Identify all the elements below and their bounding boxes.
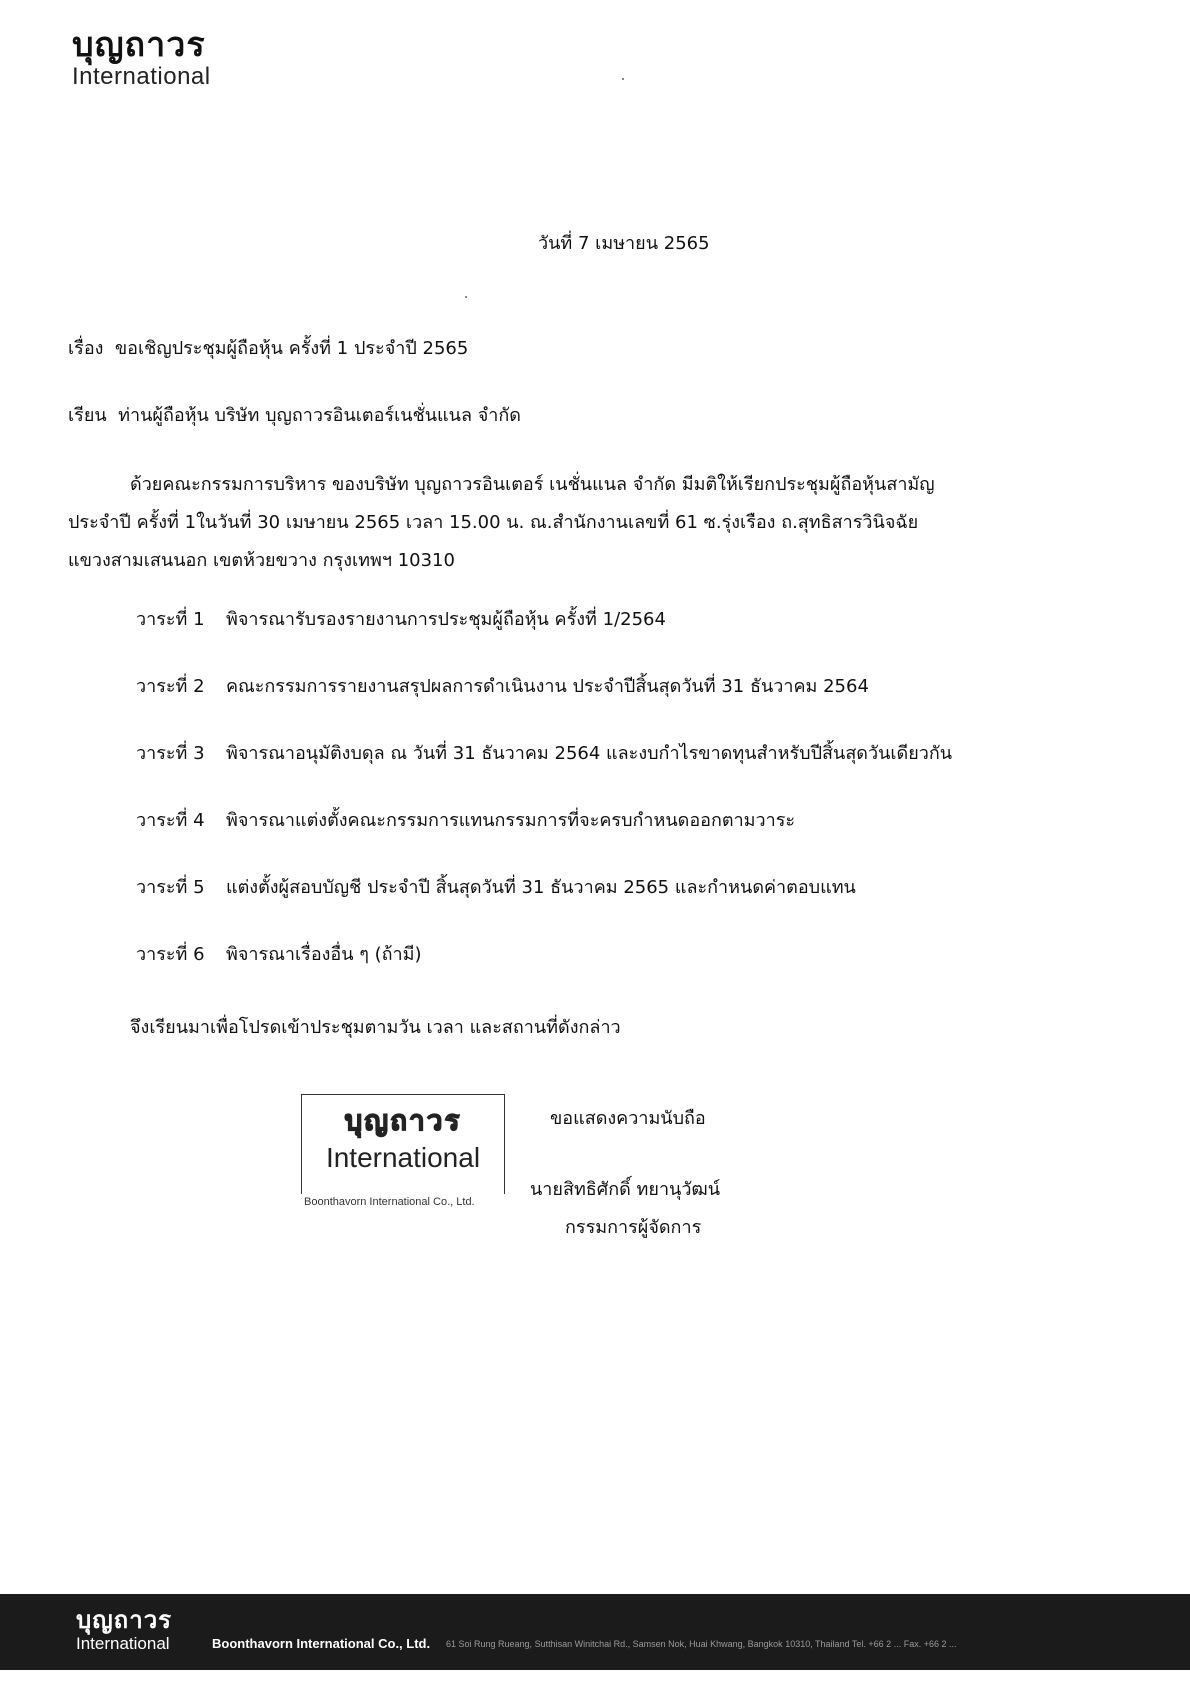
agenda-text: พิจารณารับรองรายงานการประชุมผู้ถือหุ้น ครั้งที่ 1/2564 xyxy=(226,609,666,630)
logo-english-wordmark: International xyxy=(72,63,211,90)
stamp-thai-wordmark: บุญถาวร xyxy=(344,1104,462,1137)
company-stamp xyxy=(301,1094,505,1194)
agenda-item xyxy=(136,876,952,943)
footer-address: 61 Soi Rung Rueang, Sutthisan Winitchai Rd., Samsen Nok, Huai Khwang, Bangkok 10310, Thailand Tel. +66 2 ... Fax. +66 2 ... xyxy=(446,1639,957,1649)
stamp-company-name: Boonthavorn International Co., Ltd. xyxy=(304,1196,475,1208)
agenda-text: พิจารณาแต่งตั้งคณะกรรมการแทนกรรมการที่จะครบกำหนดออกตามวาระ xyxy=(226,810,796,831)
agenda-number: วาระที่ 5 xyxy=(136,877,205,898)
subject-line xyxy=(68,337,468,361)
recipient-line xyxy=(68,404,521,428)
logo-thai-wordmark: บุญถาวร xyxy=(72,25,206,65)
company-logo xyxy=(72,26,211,90)
letter-date: วันที่ 7 เมษายน 2565 xyxy=(538,233,710,254)
agenda-item xyxy=(136,943,952,1010)
subject-label: เรื่อง xyxy=(68,338,104,359)
agenda-number: วาระที่ 1 xyxy=(136,609,205,630)
agenda-item xyxy=(136,809,952,876)
closing-line: จึงเรียนมาเพื่อโปรดเข้าประชุมตามวัน เวลา และสถานที่ดังกล่าว xyxy=(130,1017,621,1038)
signature-title: กรรมการผู้จัดการ xyxy=(565,1217,702,1238)
signature-regards: ขอแสดงความนับถือ xyxy=(550,1108,706,1129)
stamp-english-wordmark: International xyxy=(325,1142,481,1173)
footer-logo-english: International xyxy=(76,1634,170,1653)
body-line: ประจำปี ครั้งที่ 1ในวันที่ 30 เมษายน 2565 เวลา 15.00 น. ณ.สำนักงานเลขที่ 61 ซ.รุ่งเรือง ถ.สุทธิสารวินิจฉัย xyxy=(68,512,919,533)
body-paragraph xyxy=(68,466,1048,580)
footer-logo-thai: บุญถาวร xyxy=(76,1606,173,1634)
agenda-number: วาระที่ 6 xyxy=(136,944,205,965)
agenda-number: วาระที่ 4 xyxy=(136,810,205,831)
agenda-text: พิจารณาเรื่องอื่น ๆ (ถ้ามี) xyxy=(226,944,422,965)
agenda-text: แต่งตั้งผู้สอบบัญชี ประจำปี สิ้นสุดวันที่ 31 ธันวาคม 2565 และกำหนดค่าตอบแทน xyxy=(226,877,856,898)
recipient-text: ท่านผู้ถือหุ้น บริษัท บุญถาวรอินเตอร์เนชั่นแนล จำกัด xyxy=(118,405,521,426)
agenda-text: คณะกรรมการรายงานสรุปผลการดำเนินงาน ประจำปีสิ้นสุดวันที่ 31 ธันวาคม 2564 xyxy=(226,676,869,697)
footer-logo xyxy=(76,1606,172,1654)
footer-bar xyxy=(0,1594,1190,1670)
scan-speck xyxy=(465,296,467,298)
agenda-list xyxy=(136,608,952,1010)
recipient-label: เรียน xyxy=(68,405,107,426)
subject-text: ขอเชิญประชุมผู้ถือหุ้น ครั้งที่ 1 ประจำปี 2565 xyxy=(114,338,469,359)
agenda-number: วาระที่ 3 xyxy=(136,743,205,764)
agenda-number: วาระที่ 2 xyxy=(136,676,205,697)
body-line: ด้วยคณะกรรมการบริหาร ของบริษัท บุญถาวรอินเตอร์ เนชั่นแนล จำกัด มีมติให้เรียกประชุมผู้ถือหุ้นสามัญ xyxy=(130,474,935,495)
agenda-item xyxy=(136,675,952,742)
agenda-item xyxy=(136,608,952,675)
agenda-item xyxy=(136,742,952,809)
footer-company-name: Boonthavorn International Co., Ltd. xyxy=(212,1636,431,1651)
agenda-text: พิจารณาอนุมัติงบดุล ณ วันที่ 31 ธันวาคม 2564 และงบกำไรขาดทุนสำหรับปีสิ้นสุดวันเดียวกัน xyxy=(226,743,953,764)
signature-name: นายสิทธิศักดิ์ ทยานุวัฒน์ xyxy=(530,1179,721,1200)
body-line: แขวงสามเสนนอก เขตห้วยขวาง กรุงเทพฯ 10310 xyxy=(68,550,455,571)
scan-speck xyxy=(622,78,624,80)
